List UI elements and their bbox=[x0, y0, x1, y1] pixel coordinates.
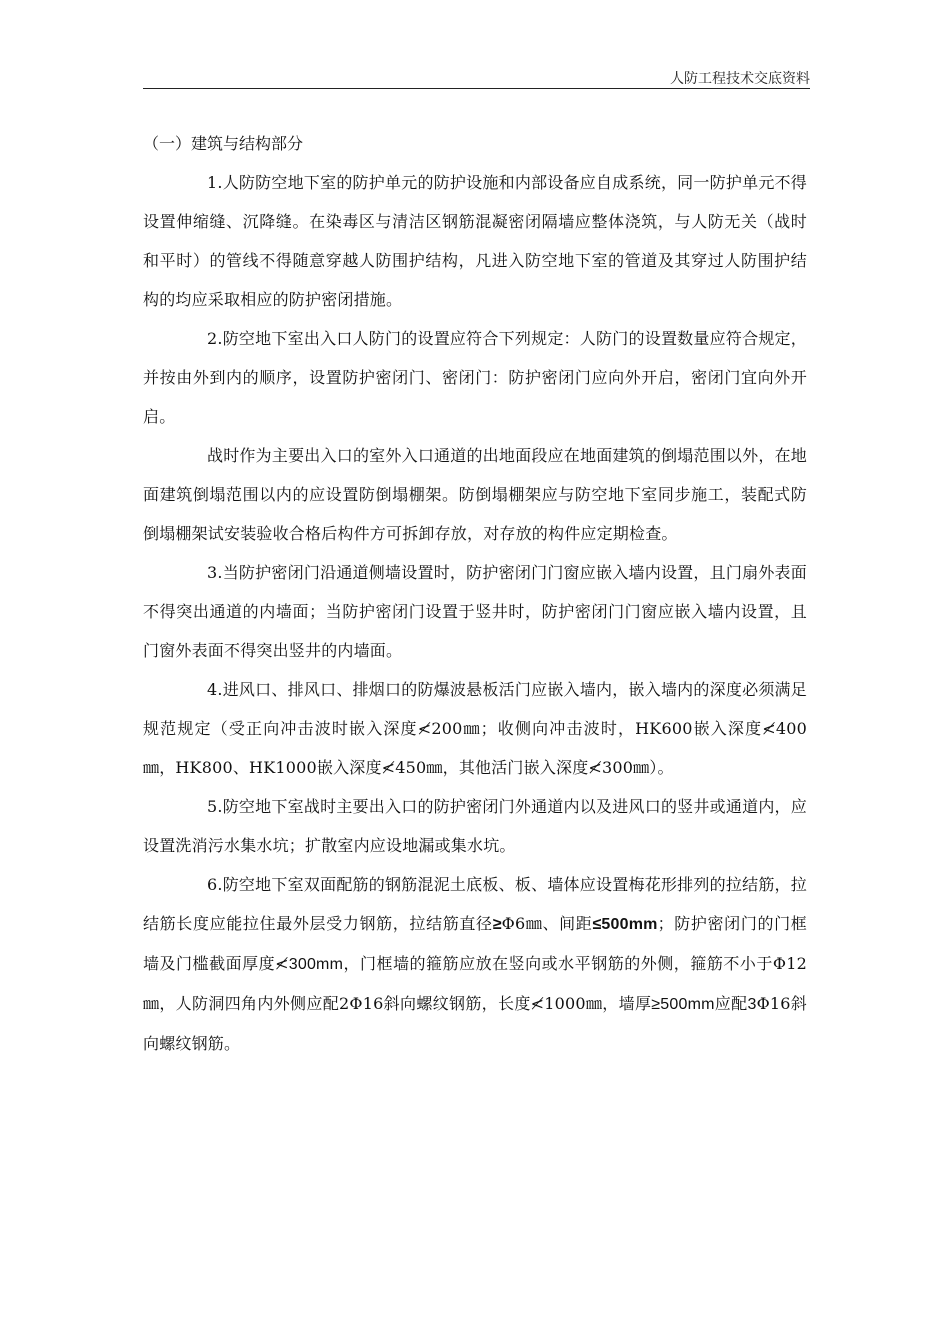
paragraph-7-part-b: ≥ bbox=[492, 916, 502, 933]
paragraph-5: 4.进风口、排风口、排烟口的防爆波悬板活门应嵌入墙内，嵌入墙内的深度必须满足规范规定（受正向冲击波时嵌入深度≮200㎜；收侧向冲击波时，HK600嵌入深度≮400㎜，HK800、HK1000嵌入深度≮450㎜，其他活门嵌入深度≮300㎜）。 bbox=[143, 680, 807, 777]
paragraph-7-part-j: 3 bbox=[747, 996, 757, 1013]
document-body bbox=[143, 124, 807, 1063]
section-title: （一）建筑与结构部分 bbox=[143, 134, 304, 153]
paragraph-6: 5.防空地下室战时主要出入口的防护密闭门外通道内以及进风口的竖井或通道内，应设置洗消污水集水坑；扩散室内应设地漏或集水坑。 bbox=[143, 797, 807, 855]
paragraph-7-part-i: 应配 bbox=[714, 994, 748, 1013]
paragraph-7-part-k: Φ16斜向螺纹钢筋。 bbox=[143, 994, 807, 1053]
paragraph-7-part-h: ≥500mm bbox=[651, 996, 715, 1013]
paragraph-2: 2.防空地下室出入口人防门的设置应符合下列规定：人防门的设置数量应符合规定，并按由外到内的顺序，设置防护密闭门、密闭门：防护密闭门应向外开启，密闭门宜向外开启。 bbox=[143, 329, 807, 426]
paragraph-7 bbox=[143, 865, 807, 1063]
page-header bbox=[143, 70, 810, 89]
paragraph-3: 战时作为主要出入口的室外入口通道的出地面段应在地面建筑的倒塌范围以外，在地面建筑倒塌范围以内的应设置防倒塌棚架。防倒塌棚架应与防空地下室同步施工，装配式防倒塌棚架试安装验收合格后构件方可拆卸存放，对存放的构件应定期检查。 bbox=[143, 446, 807, 543]
paragraph-1: 1.人防防空地下室的防护单元的防护设施和内部设备应自成系统，同一防护单元不得设置伸缩缝、沉降缝。在染毒区与清洁区钢筋混凝密闭隔墙应整体浇筑，与人防无关（战时和平时）的管线不得随意穿越人防围护结构，凡进入防空地下室的管道及其穿过人防围护结构的均应采取相应的防护密闭措施。 bbox=[143, 173, 807, 309]
paragraph-4: 3.当防护密闭门沿通道侧墙设置时，防护密闭门门窗应嵌入墙内设置，且门扇外表面不得突出通道的内墙面；当防护密闭门设置于竖井时，防护密闭门门窗应嵌入墙内设置，且门窗外表面不得突出竖井的内墙面。 bbox=[143, 563, 807, 660]
paragraph-7-part-f: 300mm bbox=[288, 956, 344, 973]
paragraph-7-part-d: ≤500mm bbox=[592, 916, 658, 933]
paragraph-7-part-c: Φ6㎜、间距 bbox=[501, 914, 593, 933]
paragraph-7-part-g: ，门框墙的箍筋应放在竖向或水平钢筋的外侧，箍筋不小于Φ12㎜，人防洞四角内外侧应配2Φ16斜向螺纹钢筋，长度≮1000㎜，墙厚 bbox=[143, 954, 807, 1013]
paragraph-7-part-e: ；防护密闭门的门框墙及门槛截面厚度≮ bbox=[143, 914, 807, 973]
paragraph-7-part-a: 6.防空地下室双面配筋的钢筋混泥土底板、板、墙体应设置梅花形排列的拉结筋，拉结筋长度应能拉住最外层受力钢筋，拉结筋直径 bbox=[143, 875, 807, 933]
header-title: 人防工程技术交底资料 bbox=[670, 71, 810, 87]
